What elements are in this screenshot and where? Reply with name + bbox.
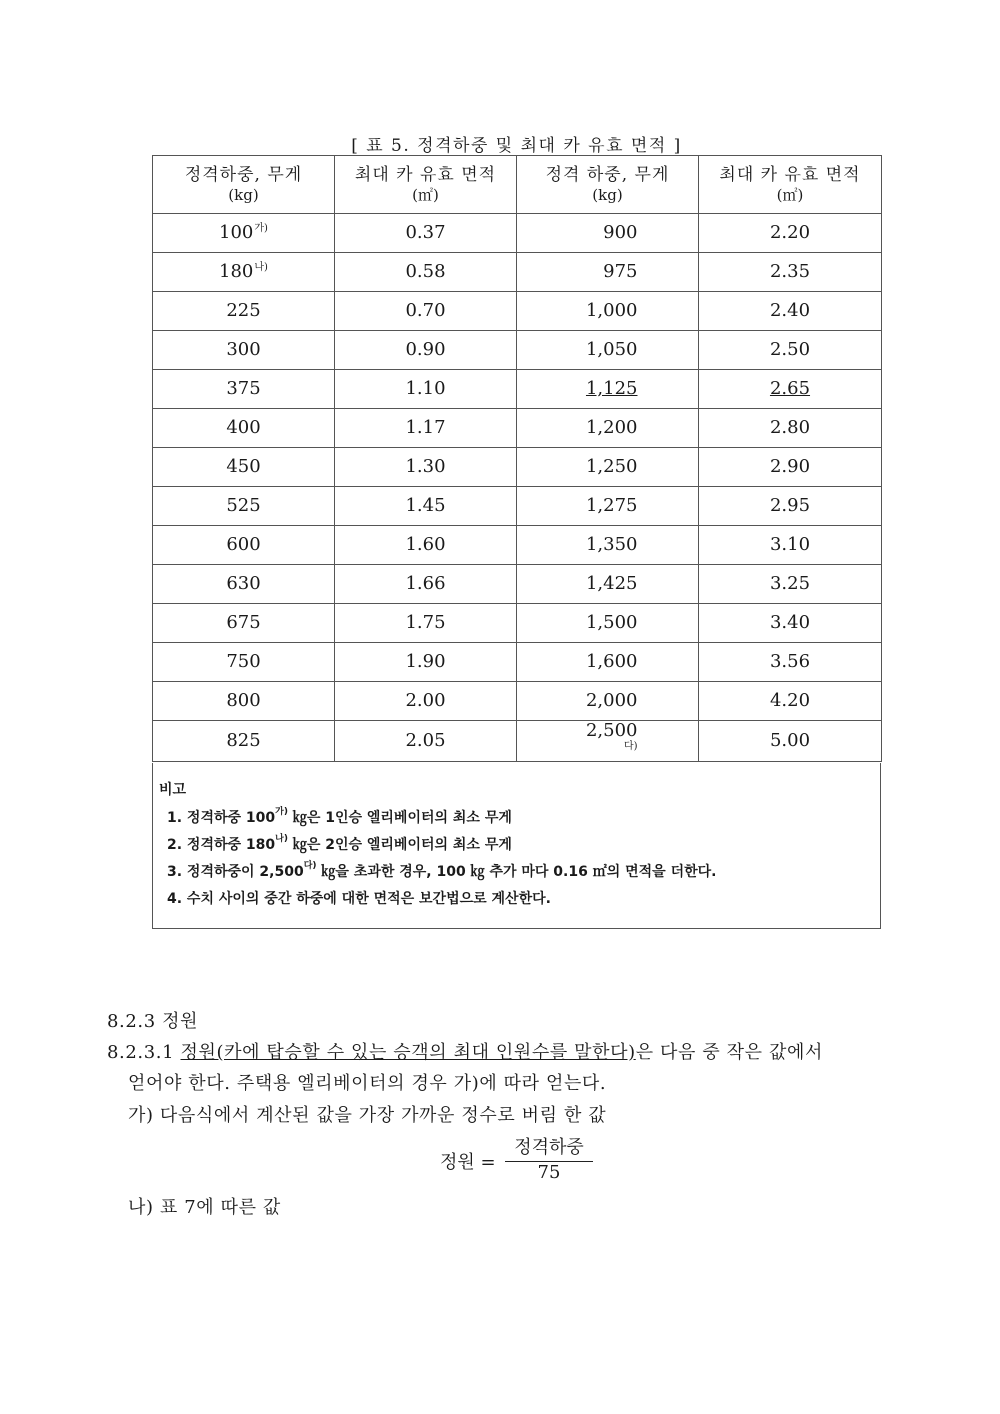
cell-value: 825	[226, 730, 261, 751]
table-cell	[335, 604, 517, 643]
cell-value: 2.35	[769, 261, 811, 282]
table-cell	[335, 253, 517, 292]
table-row	[153, 682, 882, 721]
table-header-row	[153, 156, 882, 214]
table-cell	[153, 682, 335, 721]
cell-value: 675	[226, 612, 261, 633]
cell-value: 1,275	[585, 495, 638, 516]
header-cell: 정격 하중, 무게 (kg)	[517, 156, 699, 214]
cell-value: 2.90	[769, 456, 811, 477]
cell-value: 225	[226, 300, 261, 321]
cell-value: 1.10	[405, 378, 446, 399]
table-cell	[699, 253, 882, 292]
table-cell	[699, 292, 882, 331]
table-row	[153, 526, 882, 565]
table-cell	[335, 292, 517, 331]
clause-rest: 은 다음 중 작은 값에서	[635, 1042, 823, 1063]
table-cell	[699, 643, 882, 682]
table-cell	[517, 721, 699, 762]
header-cell: 정격하중, 무게 (kg)	[153, 156, 335, 214]
cell-value: 1.30	[405, 456, 446, 477]
table-cell	[699, 448, 882, 487]
table-cell	[153, 721, 335, 762]
cell-value: 400	[226, 417, 261, 438]
table-cell	[517, 448, 699, 487]
cell-value: 0.58	[405, 261, 446, 282]
footnote-mark: 나)	[254, 262, 268, 273]
table-cell	[699, 331, 882, 370]
cell-value: 2.50	[769, 339, 811, 360]
table-cell	[699, 370, 882, 409]
cell-value: 3.56	[769, 651, 811, 672]
table-row	[153, 331, 882, 370]
table-row	[153, 643, 882, 682]
clause-line-2: 얻어야 한다. 주택용 엘리베이터의 경우 가)에 따라 얻는다.	[128, 1073, 607, 1094]
cell-value: 600	[226, 534, 261, 555]
table-cell	[335, 370, 517, 409]
table-row	[153, 448, 882, 487]
table-cell	[699, 526, 882, 565]
table-cell	[153, 565, 335, 604]
cell-value: 300	[226, 339, 261, 360]
cell-value: 2.95	[769, 495, 811, 516]
section-heading: 8.2.3 정원	[107, 1011, 199, 1032]
cell-value: 450	[226, 456, 261, 477]
cell-value: 630	[226, 573, 261, 594]
table-cell	[699, 682, 882, 721]
footnote-mark: 다)	[623, 741, 638, 752]
table-cell	[517, 682, 699, 721]
cell-value: 0.70	[405, 300, 446, 321]
table-row	[153, 409, 882, 448]
cell-value: 525	[226, 495, 261, 516]
cell-value: 1.66	[405, 573, 446, 594]
cell-value: 5.00	[769, 730, 811, 751]
cell-value: 800	[226, 690, 261, 711]
table-row	[153, 292, 882, 331]
cell-value: 2.00	[405, 690, 446, 711]
table-caption: [ 표 5. 정격하중 및 최대 카 유효 면적 ]	[351, 136, 682, 156]
cell-value: 1.90	[405, 651, 446, 672]
table-row	[153, 487, 882, 526]
cell-value: 1,425	[585, 573, 638, 594]
cell-value: 1,600	[585, 651, 638, 672]
cell-value: 2.05	[405, 730, 446, 751]
cell-value: 1,125	[585, 378, 638, 399]
item-b: 나) 표 7에 따른 값	[128, 1197, 281, 1218]
cell-value: 1,350	[585, 534, 638, 555]
cell-value: 2.20	[769, 222, 811, 243]
table-cell	[153, 604, 335, 643]
table-cell	[153, 370, 335, 409]
table-cell	[335, 214, 517, 253]
table-cell	[699, 721, 882, 762]
note-item: 1. 정격하중 $100^{가)}$ ㎏은 1인승 엘리베이터의 최소 무게	[167, 807, 512, 826]
formula-lhs: 정원 =	[440, 1152, 496, 1173]
table-cell	[335, 331, 517, 370]
cell-value: 1.60	[405, 534, 446, 555]
cell-value: 1.45	[405, 495, 446, 516]
table-cell	[153, 331, 335, 370]
table-cell	[335, 526, 517, 565]
table-cell	[699, 214, 882, 253]
cell-value: 1.17	[405, 417, 446, 438]
table-row	[153, 214, 882, 253]
header-cell: 최대 카 유효 면적 (㎡)	[699, 156, 882, 214]
table-cell	[699, 409, 882, 448]
header-cell: 최대 카 유효 면적 (㎡)	[335, 156, 517, 214]
cell-value: 3.10	[769, 534, 811, 555]
cell-value: 2,500	[585, 720, 638, 741]
footnote-mark: 가)	[254, 223, 268, 234]
table-cell	[335, 487, 517, 526]
formula-denominator: 75	[537, 1162, 561, 1183]
note-item: 2. 정격하중 $180^{나)}$ ㎏은 2인승 엘리베이터의 최소 무게	[167, 834, 512, 853]
note-item: 4. 수치 사이의 중간 하중에 대한 면적은 보간법으로 계산한다.	[167, 891, 551, 907]
table-cell	[153, 643, 335, 682]
notes-box	[152, 763, 881, 929]
cell-value: 2,000	[585, 690, 638, 711]
table-cell	[153, 292, 335, 331]
table-row	[153, 721, 882, 762]
table-cell	[517, 409, 699, 448]
notes-title: 비고	[159, 782, 187, 798]
cell-value: 2.65	[769, 378, 811, 399]
clause-number: 8.2.3.1	[107, 1042, 175, 1063]
cell-value: 975	[603, 261, 638, 282]
cell-value: 0.37	[405, 222, 446, 243]
table-cell	[517, 331, 699, 370]
table-cell	[517, 292, 699, 331]
table-row	[153, 565, 882, 604]
table-cell	[517, 643, 699, 682]
clause-line-1	[107, 1038, 823, 1064]
table-cell	[517, 214, 699, 253]
table-cell	[335, 448, 517, 487]
formula-numerator: 정격하중	[505, 1133, 593, 1162]
table-cell	[153, 214, 335, 253]
cell-value: 2.80	[769, 417, 811, 438]
cell-value: 1,500	[585, 612, 638, 633]
cell-value: 1.75	[405, 612, 446, 633]
cell-value: 1,000	[585, 300, 638, 321]
table-cell	[153, 409, 335, 448]
table-cell	[153, 487, 335, 526]
table-cell	[517, 370, 699, 409]
table-cell	[517, 487, 699, 526]
table-row	[153, 370, 882, 409]
table-cell	[699, 487, 882, 526]
cell-value: 3.40	[769, 612, 811, 633]
table-cell	[699, 565, 882, 604]
table-cell	[699, 604, 882, 643]
table-cell	[517, 604, 699, 643]
table-cell	[517, 253, 699, 292]
table-cell	[335, 682, 517, 721]
cell-value: 0.90	[405, 339, 446, 360]
cell-value: 750	[226, 651, 261, 672]
cell-value: 1,200	[585, 417, 638, 438]
item-a: 가) 다음식에서 계산된 값을 가장 가까운 정수로 버림 한 값	[128, 1105, 607, 1126]
table-cell	[335, 721, 517, 762]
cell-value: 4.20	[769, 690, 811, 711]
table-cell	[517, 526, 699, 565]
table-row	[153, 253, 882, 292]
cell-value: 2.40	[769, 300, 811, 321]
cell-value: 100	[219, 222, 254, 243]
table-row	[153, 604, 882, 643]
cell-value: 1,050	[585, 339, 638, 360]
cell-value: 375	[226, 378, 261, 399]
cell-value: 1,250	[585, 456, 638, 477]
table-cell	[153, 448, 335, 487]
load-area-table	[152, 155, 882, 762]
cell-value: 900	[603, 222, 638, 243]
table-cell	[335, 565, 517, 604]
note-item: 3. 정격하중이 $2,500^{다)}$ ㎏을 초과한 경우, 100 ㎏ 추가 마다 0.16 ㎡의 면적을 더한다.	[167, 861, 717, 880]
clause-definition: 정원(카에 탑승할 수 있는 승객의 최대 인원수를 말한다)	[180, 1042, 636, 1063]
cell-value: 180	[219, 261, 254, 282]
table-cell	[517, 565, 699, 604]
table-cell	[153, 253, 335, 292]
table-cell	[335, 643, 517, 682]
table-cell	[335, 409, 517, 448]
table-cell	[153, 526, 335, 565]
cell-value: 3.25	[769, 573, 811, 594]
